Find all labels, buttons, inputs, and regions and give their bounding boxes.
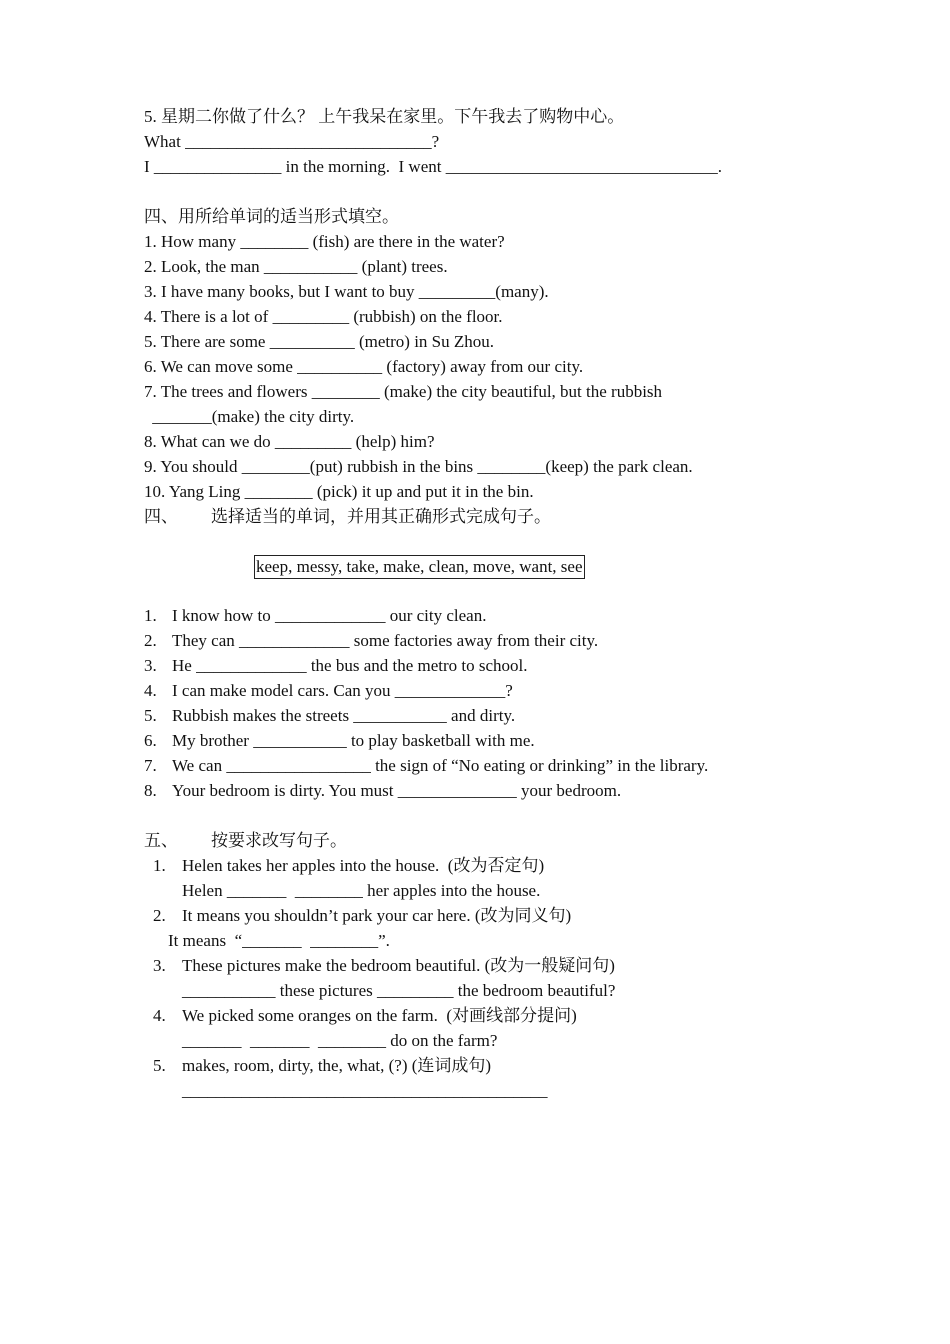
section-heading-word-forms: 四、用所给单词的适当形式填空。 bbox=[144, 207, 399, 226]
choose-item-text: Rubbish makes the streets ___________ and dirty. bbox=[172, 706, 516, 725]
translation-question-5: 5. 星期二你做了什么？ 上午我呆在家里。下午我去了购物中心。 bbox=[144, 107, 625, 126]
translation-q5-answer-line-1: What _____________________________? bbox=[144, 132, 440, 151]
rewrite-item-answer-line: ___________________________________________ bbox=[182, 1081, 548, 1100]
rewrite-item-answer-line: ___________ these pictures _________ the bedroom beautiful? bbox=[182, 981, 616, 1000]
word-form-item: 8. What can we do _________ (help) him? bbox=[144, 432, 435, 451]
word-form-item: 6. We can move some __________ (factory) away from our city. bbox=[144, 357, 584, 376]
rewrite-item-text: It means you shouldn’t park your car here. (改为同义句) bbox=[182, 906, 572, 925]
choose-item-text: They can _____________ some factories away from their city. bbox=[172, 631, 599, 650]
rewrite-item-text: Helen takes her apples into the house. (改为否定句) bbox=[182, 856, 545, 875]
section-heading-rewrite: 按要求改写句子。 bbox=[211, 831, 347, 850]
choose-item-text: I can make model cars. Can you _____________? bbox=[172, 681, 513, 700]
rewrite-item-number: 2. bbox=[153, 906, 166, 925]
choose-item-number: 4. bbox=[144, 681, 157, 700]
choose-item-number: 2. bbox=[144, 631, 157, 650]
word-form-item: 5. There are some __________ (metro) in Su Zhou. bbox=[144, 332, 495, 351]
choose-item-number: 3. bbox=[144, 656, 157, 675]
choose-item-text: We can _________________ the sign of “No eating or drinking” in the library. bbox=[172, 756, 709, 775]
translation-q5-answer-line-2: I _______________ in the morning. I went ________________________________. bbox=[144, 157, 722, 176]
rewrite-item-answer-line: Helen _______ ________ her apples into the house. bbox=[182, 881, 541, 900]
rewrite-item-answer-line: _______ _______ ________ do on the farm? bbox=[182, 1031, 498, 1050]
choose-item-number: 6. bbox=[144, 731, 157, 750]
word-form-item: 7. The trees and flowers ________ (make) the city beautiful, but the rubbish bbox=[144, 382, 663, 401]
rewrite-item-number: 1. bbox=[153, 856, 166, 875]
section-number-rewrite: 五、 bbox=[144, 831, 178, 850]
choose-item-number: 1. bbox=[144, 606, 157, 625]
choose-item-number: 7. bbox=[144, 756, 157, 775]
rewrite-item-text: These pictures make the bedroom beautiful. (改为一般疑问句) bbox=[182, 956, 615, 975]
rewrite-item-text: makes, room, dirty, the, what, (?) (连词成句) bbox=[182, 1056, 492, 1075]
choose-item-text: I know how to _____________ our city clean. bbox=[172, 606, 487, 625]
word-form-item: 2. Look, the man ___________ (plant) trees. bbox=[144, 257, 448, 276]
rewrite-item-text: We picked some oranges on the farm. (对画线部分提问) bbox=[182, 1006, 577, 1025]
word-form-item: 1. How many ________ (fish) are there in the water? bbox=[144, 232, 505, 251]
rewrite-item-number: 3. bbox=[153, 956, 166, 975]
word-form-item: 10. Yang Ling ________ (pick) it up and put it in the bin. bbox=[144, 482, 534, 501]
choose-item-text: Your bedroom is dirty. You must ______________ your bedroom. bbox=[172, 781, 622, 800]
choose-item-number: 5. bbox=[144, 706, 157, 725]
rewrite-item-number: 4. bbox=[153, 1006, 166, 1025]
choose-item-text: He _____________ the bus and the metro to school. bbox=[172, 656, 528, 675]
section-number-choose: 四、 bbox=[144, 507, 178, 526]
section-heading-choose-words: 选择适当的单词，并用其正确形式完成句子。 bbox=[211, 507, 551, 526]
word-bank-box: keep, messy, take, make, clean, move, want, see bbox=[254, 555, 585, 579]
rewrite-item-answer-line: It means “_______ ________”. bbox=[168, 931, 390, 950]
word-form-item: 4. There is a lot of _________ (rubbish) on the floor. bbox=[144, 307, 503, 326]
word-form-item: 3. I have many books, but I want to buy _________(many). bbox=[144, 282, 549, 301]
word-form-item: 9. You should ________(put) rubbish in the bins ________(keep) the park clean. bbox=[144, 457, 693, 476]
rewrite-item-number: 5. bbox=[153, 1056, 166, 1075]
word-form-item-continuation: _______(make) the city dirty. bbox=[148, 407, 355, 426]
choose-item-number: 8. bbox=[144, 781, 157, 800]
choose-item-text: My brother ___________ to play basketball with me. bbox=[172, 731, 535, 750]
